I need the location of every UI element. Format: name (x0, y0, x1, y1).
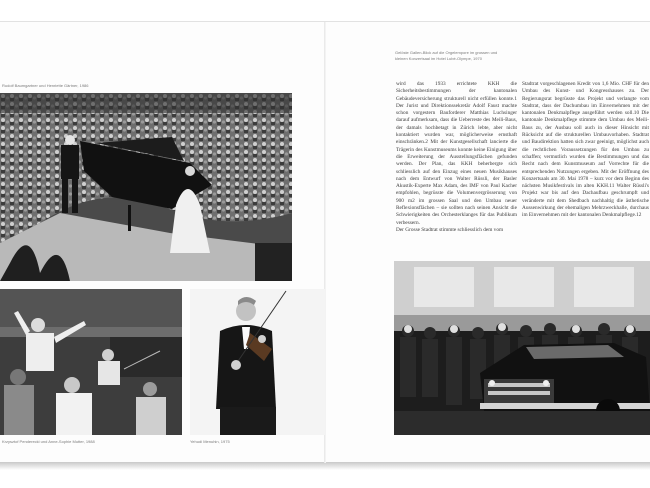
photo-violinist-art (190, 289, 325, 435)
caption-top-left: Rudolf Baumgartner und Henriette Gärtner, 1986 (2, 83, 89, 88)
photo-cadillac-crowd-art (394, 261, 650, 435)
text-column-2-body: Stadtrat vorgeschlagenen Kredit von 1,6 Mio. CHF für den Umbau des Kunst- und Kongresshauses zu. Der Regierungsrat begrüsste das Projekt und verlangte vom Stadtrat, dass der Dachumbau im Einvernehmen mit der kantonalen Denkmalpflege ausgeführt werden soll.10 Die kantonale Denkmalpflege stimmte dem Umbau des Meili-Baus zu, der Ausbau soll auch in dieser Hinsicht mit Rücksicht auf die strukturellen Umbauvorhaben. Stadtrat und Baudirektion hatten sich zwar geeinigt, möglichst auch die rechtlichen Voraussetzungen für den Umbau zu schaffen; vermutlich wurden die Bestimmungen und das Recht nach dem Kunstmuseum auf Vorrechte für die entsprechenden Nutzungen ergeben. Mit der Eröffnung des Konzertsaals am 30. Mai 1978 – kurz vor dem Beginn des nächsten Musikfestivals im alten KKH.11 Walter Rüssli's Projekt war bis auf den Dachaufbau geschrumpft und veränderte mit dem Shedbach nachhaltig die ästhetische Aussenwirkung der ehemaligen Mehrzweckhalle, durchaus im Einvernehmen mit der kantonalen Denkmalpflege.12 (522, 81, 649, 219)
photo-concert-grand-piano (0, 93, 292, 281)
caption-right-top-line2: kleinen Konzertsaal im Hotel Lubé-Olympe, 1970 (395, 56, 482, 61)
text-column-2 (522, 81, 649, 253)
text-column-1-body: wird das 1933 errichtete KKH die Sicherheitsbestimmungen der kantonalen Gebäudeversicherung strukturell nicht erfüllen konnte.1 Der Jurist und Direktionssekretär Adolf Faust machte schon vorgestern Bauforderer Matthias Luchsinger darauf aufmerksam, dass die Ueberreste des Meili-Baus, der damals hochbetagt in Zürich lebte, aber nicht kontaktiert wurden war, möglicherweise ernsthaft einschränken.2 Mit der Kunstgesellschaft lancierte die Trägerin des Kunstmuseums konnte keine Einigung über die Erweiterung der Ausstellungsflächen gefunden werden. Der Plan, das KKH beherbergte sich schliesslich auf den Einzug eines neuen Musikhauses nach dem Entwurf von Walter Rüssli, der Basler Akustik-Experte Max Adam, des IMF von Paul Kacher empfohlen, begrüsste die Volumenvergrösserung von 900 m2 im grossen Saal und den Umbau neuer Reflexionsflächen – sie sollten nach seinen Ansicht die Schwierigkeiten des Orchesterklanges für das Publikum verbessern. (396, 81, 517, 226)
text-column-1-tail: Der Grosse Stadtrat stimmte schliesslich dem vom (396, 226, 504, 233)
text-column-1 (396, 81, 517, 245)
page-bottom-shadow (0, 462, 650, 470)
photo-cadillac-crowd (394, 261, 650, 435)
photo-violinist (190, 289, 325, 435)
caption-bottom-left: Krzysztof Penderecki und Anne-Sophie Mutter, 1988 (2, 439, 95, 444)
photo-conductor-orchestra (0, 289, 182, 435)
photo-conductor-orchestra-art (0, 289, 182, 435)
caption-bottom-middle: Yehudi Menuhin, 1975 (190, 439, 230, 444)
caption-right-top-line1: Gelöste Gallen-Blick auf die Orgelempore im grossen und (395, 50, 498, 55)
photo-concert-grand-piano-art (0, 93, 292, 281)
